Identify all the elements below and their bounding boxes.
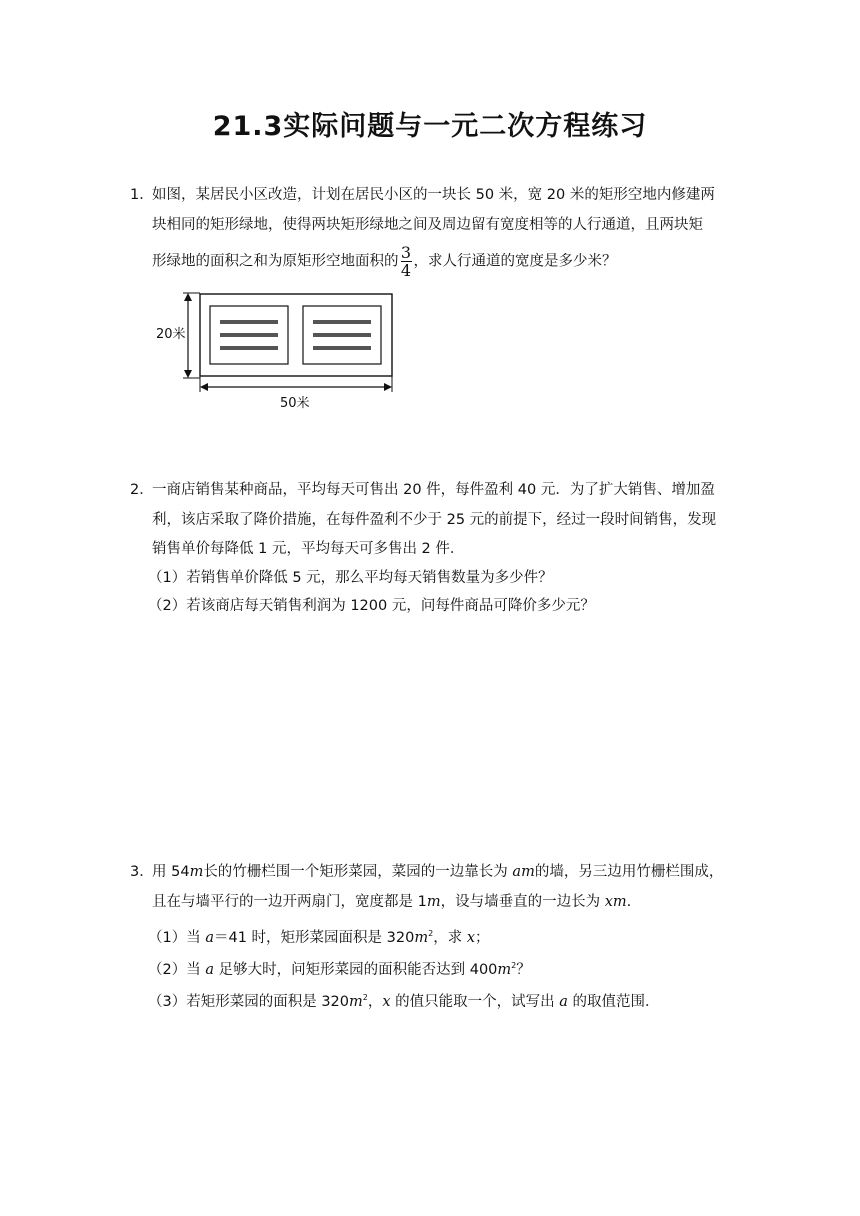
sub-question-1: （1）若销售单价降低 5 元，那么平均每天销售数量为多少件？ [148,570,553,586]
width-label: 50米 [280,396,310,411]
question-text: 且在与墙平行的一边开两扇门，宽度都是 1m，设与墙垂直的一边长为 xm. [152,894,632,910]
question-text: 用 54m长的竹栅栏围一个矩形菜园，菜园的一边靠长为 am的墙，另三边用竹栅栏围成， [152,864,724,880]
page-title: 21.3实际问题与一元二次方程练习 [212,111,648,142]
sub-question-2: （2）当 a 足够大时，问矩形菜园的面积能否达到 $400m^2$？ [148,961,531,978]
sub-question-3: （3）若矩形菜园的面积是 $320m^2$，x 的值只能取一个，试写出 a 的取值范围． [148,993,660,1010]
question-text: 形绿地的面积之和为原矩形空地面积的 $\frac{3}{4}$ ，求人行通道的宽度是多少米？ [152,243,617,280]
question-text: 如图，某居民小区改造，计划在居民小区的一块长 50 米，宽 20 米的矩形空地内修建两 [152,187,715,203]
sub-question-1: （1）当 a＝41 时，矩形菜园面积是 $320m^2$，求 x； [148,929,490,946]
question-number: 2． [130,482,154,498]
question-text: 销售单价每降低 1 元，平均每天可多售出 2 件． [152,541,465,557]
question-text: 一商店销售某种商品，平均每天可售出 20 件，每件盈利 40 元．为了扩大销售、增加盈 [152,482,715,498]
question-number: 1． [130,187,154,203]
fraction: $\frac{3}{4}$ [400,243,412,280]
sub-question-2: （2）若该商店每天销售利润为 1200 元，问每件商品可降价多少元？ [148,598,595,614]
height-label: 20米 [156,327,186,342]
question-number: 3． [130,864,154,880]
question-text: 利，该店采取了降价措施，在每件盈利不少于 25 元的前提下，经过一段时间销售，发现 [152,512,717,528]
question-text: 块相同的矩形绿地，使得两块矩形绿地之间及周边留有宽度相等的人行通道，且两块矩 [152,217,703,233]
rectangle-figure [150,286,410,416]
